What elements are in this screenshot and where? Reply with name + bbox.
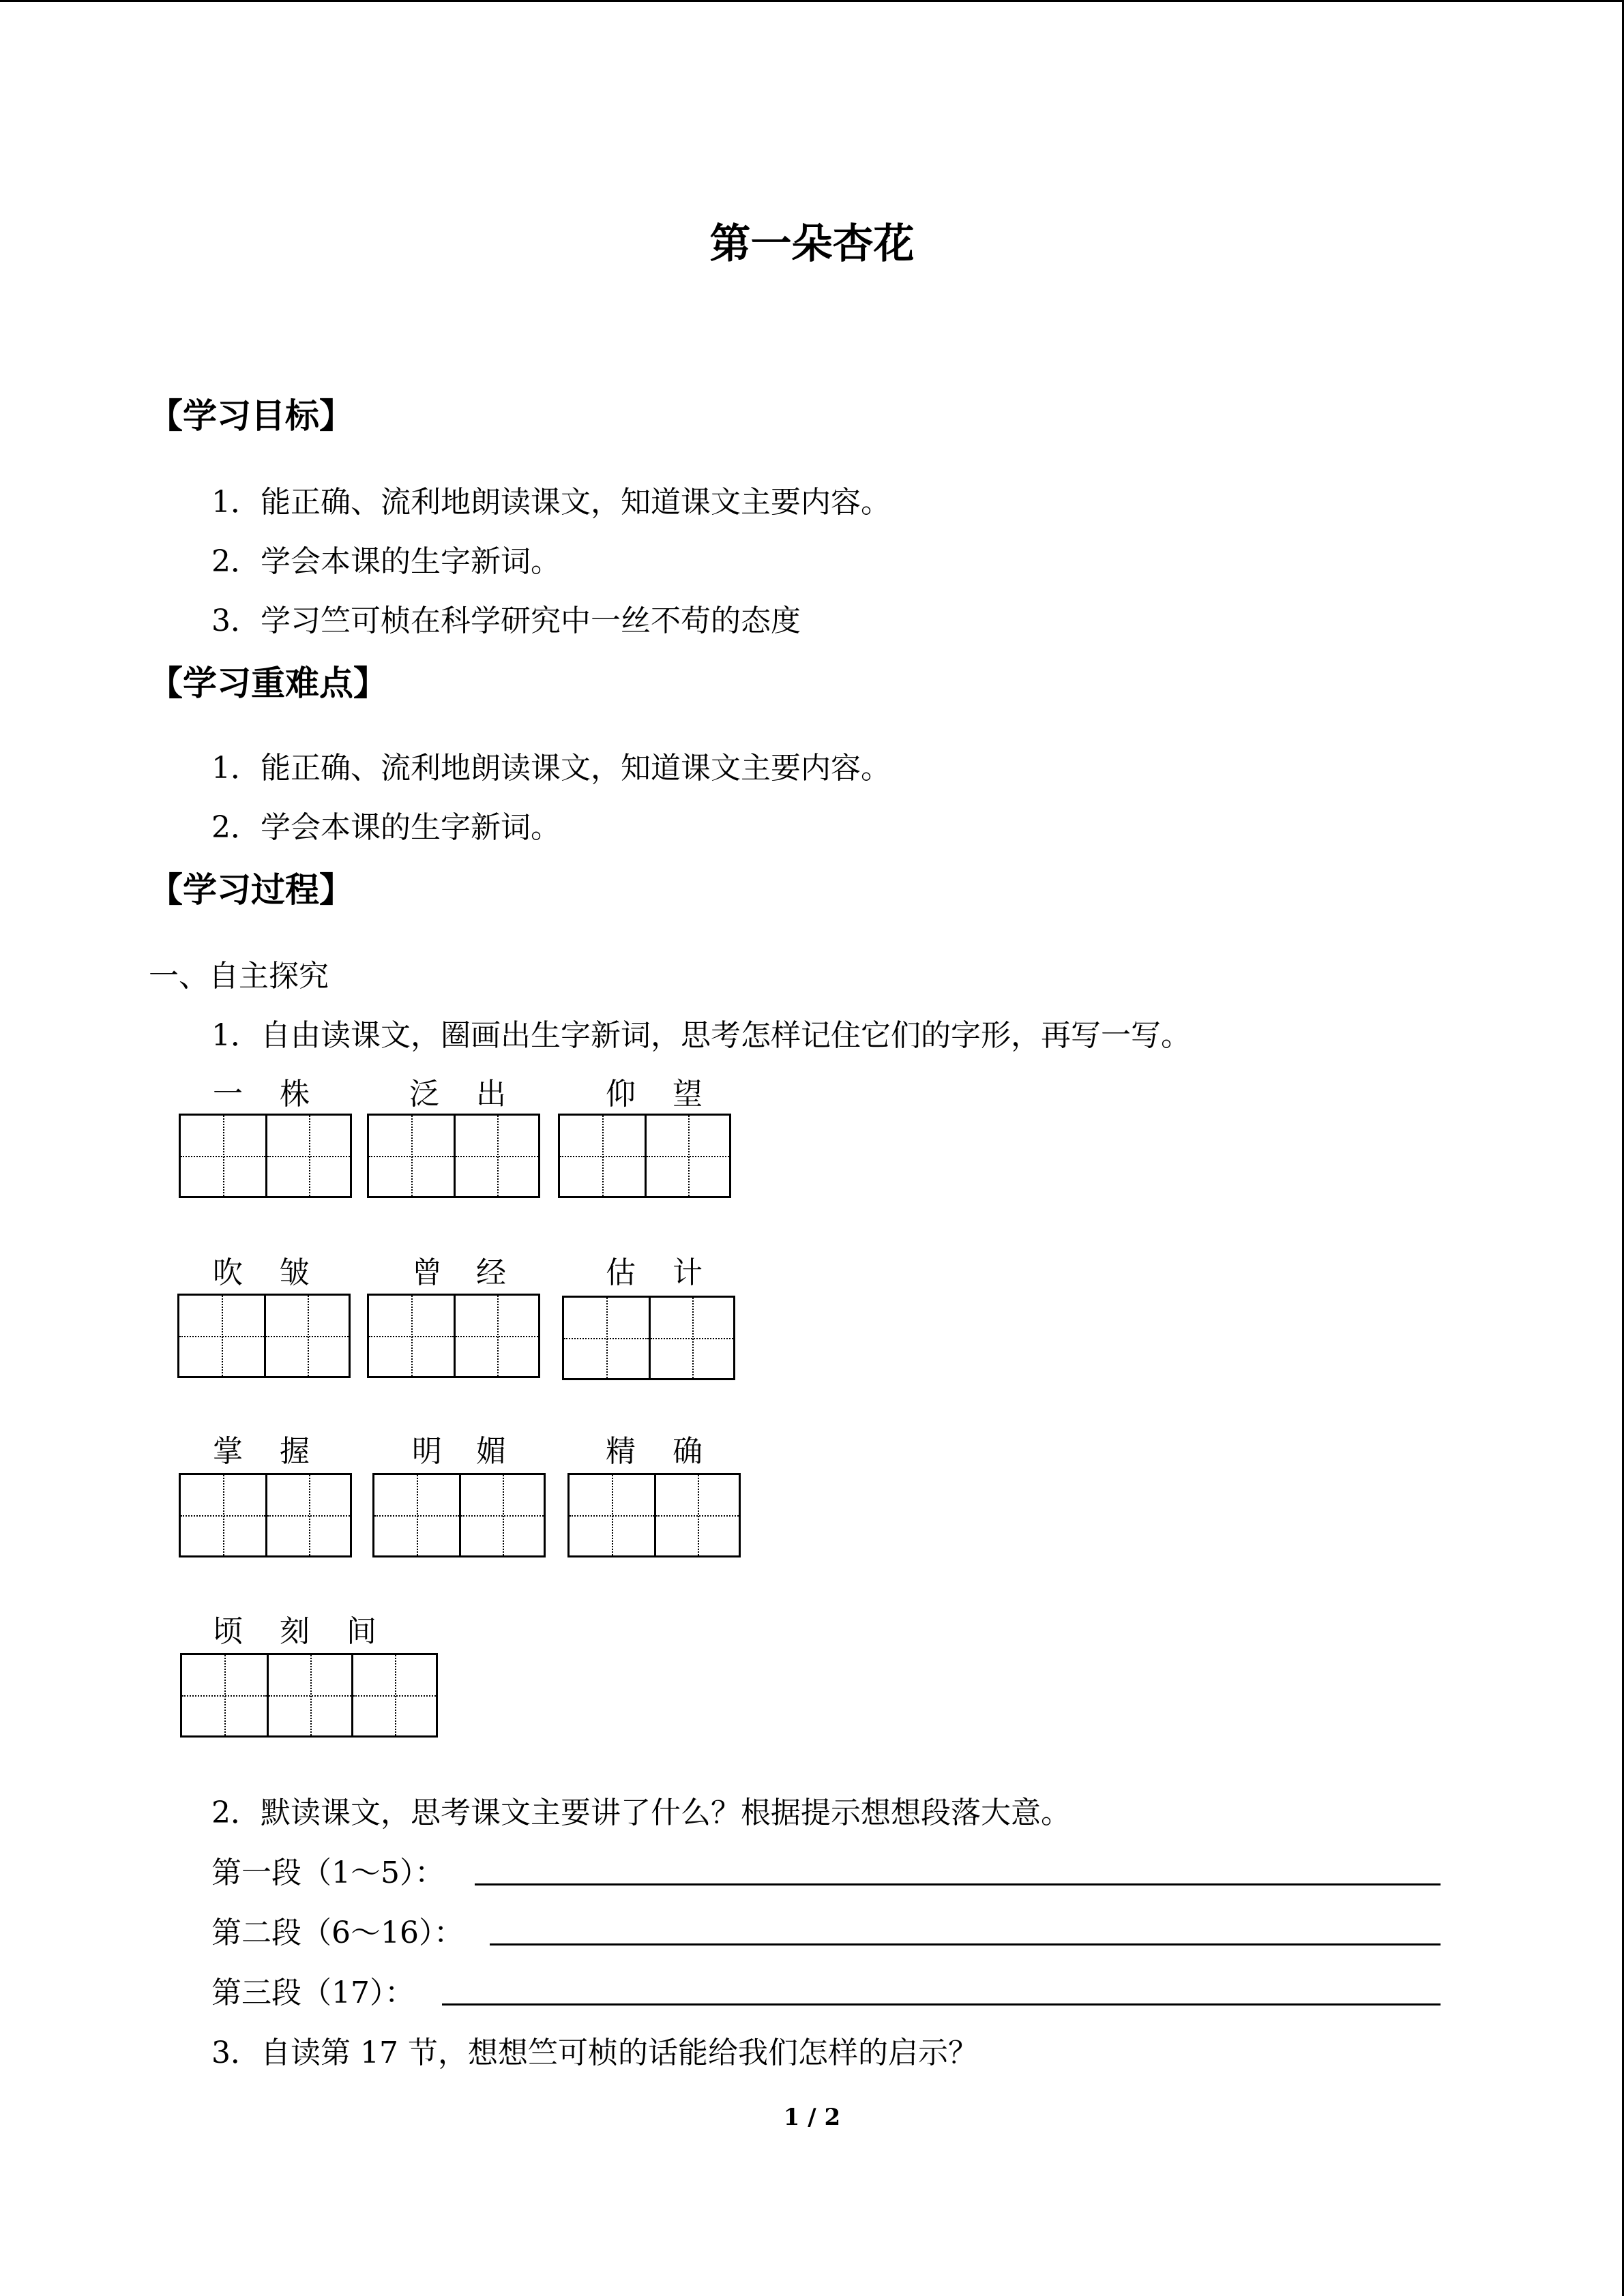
page-border-top — [0, 0, 1624, 2]
question-2: 2．默读课文，思考课文主要讲了什么？根据提示想想段落大意。 — [211, 1795, 1071, 1830]
paragraph-prompt-3: 第三段（17）： — [211, 1976, 415, 2010]
writing-grid[interactable] — [562, 1296, 735, 1380]
writing-grid[interactable] — [179, 1114, 352, 1198]
goal-item-2: 2．学会本课的生字新词。 — [211, 544, 561, 579]
question-3: 3．自读第 17 节，想想竺可桢的话能给我们怎样的启示？ — [211, 2036, 978, 2070]
writing-grid[interactable] — [179, 1473, 352, 1557]
key-point-item-2: 2．学会本课的生字新词。 — [211, 810, 561, 845]
writing-grid[interactable] — [177, 1294, 351, 1378]
paragraph-prompt-2: 第二段（6～16）： — [211, 1915, 464, 1950]
part-1-title: 一、自主探究 — [149, 959, 329, 994]
paragraph-prompt-1: 第一段（1～5）： — [211, 1855, 445, 1890]
writing-grid[interactable] — [367, 1114, 540, 1198]
heading-key-points: 【学习重难点】 — [149, 664, 387, 703]
key-point-item-1: 1．能正确、流利地朗读课文，知道课文主要内容。 — [211, 751, 891, 786]
writing-grid[interactable] — [367, 1294, 540, 1378]
question-1: 1．自由读课文，圈画出生字新词，思考怎样记住它们的字形，再写一写。 — [211, 1018, 1191, 1053]
page-title: 第一朵杏花 — [709, 220, 915, 268]
writing-grid[interactable] — [567, 1473, 741, 1557]
answer-line[interactable] — [490, 1943, 1441, 1945]
heading-learning-process: 【学习过程】 — [149, 870, 353, 910]
answer-line[interactable] — [475, 1883, 1441, 1885]
answer-line[interactable] — [442, 2003, 1441, 2006]
goal-item-3: 3．学习竺可桢在科学研究中一丝不苟的态度 — [211, 603, 801, 638]
writing-grid[interactable] — [558, 1114, 731, 1198]
writing-grid[interactable] — [372, 1473, 546, 1557]
writing-grid[interactable] — [180, 1653, 438, 1738]
page-number: 1 / 2 — [783, 2104, 841, 2131]
goal-item-1: 1．能正确、流利地朗读课文，知道课文主要内容。 — [211, 485, 891, 520]
heading-learning-goals: 【学习目标】 — [149, 396, 353, 436]
